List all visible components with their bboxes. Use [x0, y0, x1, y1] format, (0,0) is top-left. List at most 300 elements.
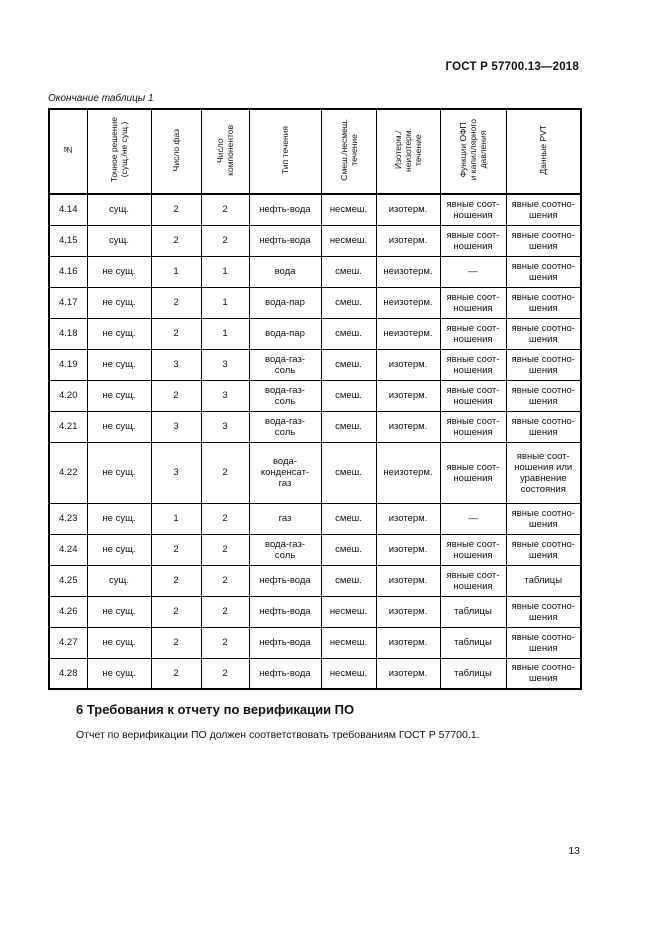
cell-flow-type	[249, 442, 321, 503]
cell-isothermal	[376, 349, 440, 380]
cell-exact-solution	[87, 411, 151, 442]
cell-component-count-text: 2	[222, 467, 228, 478]
cell-relperm-functions	[440, 411, 506, 442]
cell-exact-solution-text: не сущ.	[102, 606, 136, 617]
cell-miscibility	[321, 534, 376, 565]
cell-relperm-functions	[440, 225, 506, 256]
cell-flow-type-text: газ	[278, 513, 292, 524]
cell-relperm-functions-text: таблицы	[454, 667, 492, 679]
table-row	[49, 596, 581, 627]
cell-flow-type	[249, 225, 321, 256]
cell-phase-count	[151, 380, 201, 411]
cell-phase-count-text: 2	[173, 297, 179, 308]
cell-isothermal-text: неизотерм.	[383, 266, 433, 277]
table-row	[49, 658, 581, 689]
cell-exact-solution-text: не сущ.	[102, 637, 136, 648]
page-number: 13	[568, 845, 580, 857]
cell-miscibility-text: смеш.	[335, 513, 362, 524]
cell-flow-type	[249, 380, 321, 411]
cell-exact-solution-text: не сущ.	[102, 667, 136, 679]
cell-relperm-functions-text: —	[468, 266, 478, 277]
cell-phase-count	[151, 318, 201, 349]
section-body-text: Отчет по верификации ПО должен соответствовать требованиям ГОСТ Р 57700.1.	[76, 729, 480, 741]
cell-phase-count	[151, 534, 201, 565]
cell-component-count	[201, 380, 249, 411]
cell-miscibility-text: смеш.	[335, 297, 362, 308]
cell-component-count-text: 2	[222, 513, 228, 524]
cell-isothermal	[376, 596, 440, 627]
cell-number-text: 4.18	[59, 328, 78, 339]
cell-relperm-functions-text: явные соот- ношения	[446, 353, 500, 376]
cell-relperm-functions	[440, 442, 506, 503]
cell-component-count-text: 2	[222, 235, 228, 246]
cell-relperm-functions	[440, 534, 506, 565]
section-title: 6 Требования к отчету по верификации ПО	[76, 702, 355, 717]
cell-phase-count-text: 2	[173, 328, 179, 339]
cell-relperm-functions	[440, 380, 506, 411]
cell-relperm-functions-text: явные соот- ношения	[446, 461, 500, 484]
column-header-component-count: Число компонентов	[201, 109, 249, 194]
document-code-header: ГОСТ Р 57700.13—2018	[445, 61, 579, 73]
cell-number-text: 4.23	[59, 513, 78, 524]
cell-flow-type	[249, 349, 321, 380]
cell-flow-type	[249, 596, 321, 627]
cell-relperm-functions	[440, 349, 506, 380]
cell-flow-type	[249, 503, 321, 534]
verification-tests-table	[48, 108, 582, 690]
cell-component-count-text: 2	[222, 204, 228, 216]
cell-exact-solution	[87, 534, 151, 565]
cell-isothermal	[376, 380, 440, 411]
cell-number	[49, 658, 87, 689]
cell-pvt-data	[506, 287, 581, 318]
cell-isothermal-text: неизотерм.	[383, 297, 433, 308]
cell-pvt-data-text: явные соотно- шения	[511, 384, 575, 407]
cell-miscibility-text: смеш.	[335, 544, 362, 555]
cell-phase-count	[151, 194, 201, 225]
cell-component-count	[201, 627, 249, 658]
cell-flow-type	[249, 194, 321, 225]
cell-flow-type-text: вода-газ- соль	[265, 353, 305, 376]
cell-flow-type	[249, 287, 321, 318]
cell-miscibility-text: несмеш.	[329, 637, 368, 648]
cell-isothermal	[376, 194, 440, 225]
cell-exact-solution	[87, 380, 151, 411]
cell-isothermal-text: изотерм.	[388, 513, 428, 524]
cell-flow-type-text: вода	[274, 266, 296, 277]
column-header-miscibility: Смеш./несмеш. течение	[321, 109, 376, 194]
cell-pvt-data-text: таблицы	[524, 575, 563, 586]
cell-relperm-functions	[440, 565, 506, 596]
cell-exact-solution-text: не сущ.	[102, 421, 136, 432]
cell-exact-solution-text: не сущ.	[102, 544, 136, 555]
cell-number-text: 4.27	[59, 637, 78, 648]
cell-isothermal	[376, 627, 440, 658]
cell-miscibility	[321, 503, 376, 534]
cell-isothermal-text: неизотерм.	[383, 328, 433, 339]
cell-flow-type	[249, 565, 321, 596]
cell-phase-count-text: 1	[173, 266, 179, 277]
cell-isothermal-text: неизотерм.	[383, 467, 433, 478]
cell-relperm-functions	[440, 596, 506, 627]
cell-miscibility-text: несмеш.	[329, 235, 368, 246]
cell-miscibility-text: смеш.	[335, 359, 362, 370]
cell-pvt-data	[506, 503, 581, 534]
cell-isothermal	[376, 411, 440, 442]
cell-relperm-functions	[440, 256, 506, 287]
table-caption: Окончание таблицы 1	[48, 93, 154, 104]
column-header-relperm-functions: Функции ОФП и капиллярного давления	[440, 109, 506, 194]
cell-isothermal	[376, 503, 440, 534]
cell-isothermal-text: изотерм.	[388, 606, 428, 617]
cell-miscibility	[321, 411, 376, 442]
column-header-isothermal: Изотерм./ неизотерм. течение	[376, 109, 440, 194]
cell-pvt-data-text: явные соотно- шения	[511, 600, 575, 623]
cell-phase-count-text: 2	[173, 390, 179, 401]
cell-flow-type	[249, 318, 321, 349]
cell-exact-solution	[87, 194, 151, 225]
cell-number	[49, 503, 87, 534]
cell-exact-solution-text: сущ.	[109, 235, 129, 246]
cell-flow-type-text: нефть-вода	[259, 667, 311, 679]
cell-relperm-functions	[440, 503, 506, 534]
cell-miscibility-text: несмеш.	[329, 667, 368, 679]
table-row	[49, 442, 581, 503]
cell-phase-count	[151, 225, 201, 256]
column-header-exact-solution: Точное решение (сущ./не сущ.)	[87, 109, 151, 194]
cell-component-count-text: 1	[222, 297, 228, 308]
cell-miscibility	[321, 225, 376, 256]
cell-number	[49, 349, 87, 380]
cell-phase-count-text: 2	[173, 606, 179, 617]
cell-phase-count	[151, 596, 201, 627]
cell-miscibility-text: несмеш.	[329, 606, 368, 617]
cell-pvt-data-text: явные соотно- шения	[511, 538, 575, 561]
cell-miscibility	[321, 627, 376, 658]
cell-component-count	[201, 194, 249, 225]
cell-phase-count	[151, 349, 201, 380]
table-row	[49, 194, 581, 225]
cell-number-text: 4.14	[59, 204, 78, 216]
cell-phase-count	[151, 256, 201, 287]
cell-isothermal-text: изотерм.	[388, 637, 428, 648]
cell-pvt-data	[506, 411, 581, 442]
cell-relperm-functions-text: явные соот- ношения	[446, 322, 500, 345]
cell-isothermal	[376, 287, 440, 318]
cell-number-text: 4.26	[59, 606, 78, 617]
cell-relperm-functions	[440, 658, 506, 689]
cell-miscibility-text: смеш.	[335, 575, 362, 586]
cell-relperm-functions-text: явные соот- ношения	[446, 198, 500, 221]
cell-isothermal	[376, 565, 440, 596]
cell-flow-type-text: нефть-вода	[259, 606, 311, 617]
cell-flow-type-text: вода-газ- соль	[265, 384, 305, 407]
cell-pvt-data-text: явные соотно- шения	[511, 260, 575, 283]
cell-exact-solution	[87, 565, 151, 596]
cell-isothermal	[376, 256, 440, 287]
cell-relperm-functions-text: таблицы	[454, 606, 492, 617]
cell-flow-type	[249, 256, 321, 287]
cell-phase-count-text: 1	[173, 513, 179, 524]
cell-isothermal-text: изотерм.	[388, 421, 428, 432]
table-row	[49, 256, 581, 287]
cell-pvt-data	[506, 256, 581, 287]
cell-isothermal	[376, 225, 440, 256]
cell-component-count	[201, 534, 249, 565]
cell-number	[49, 380, 87, 411]
cell-component-count	[201, 442, 249, 503]
cell-number	[49, 287, 87, 318]
column-header-phase-count: Число фаз	[151, 109, 201, 194]
cell-phase-count	[151, 442, 201, 503]
cell-miscibility	[321, 658, 376, 689]
table-row	[49, 318, 581, 349]
cell-number	[49, 565, 87, 596]
cell-exact-solution-text: не сущ.	[102, 266, 136, 277]
table-body	[49, 194, 581, 689]
cell-phase-count	[151, 627, 201, 658]
cell-relperm-functions	[440, 318, 506, 349]
cell-component-count	[201, 658, 249, 689]
cell-miscibility	[321, 287, 376, 318]
cell-relperm-functions	[440, 194, 506, 225]
cell-isothermal-text: изотерм.	[388, 235, 428, 246]
cell-component-count	[201, 287, 249, 318]
cell-phase-count	[151, 411, 201, 442]
cell-phase-count-text: 3	[173, 359, 179, 370]
cell-exact-solution-text: сущ.	[109, 575, 129, 586]
cell-pvt-data	[506, 658, 581, 689]
cell-number	[49, 411, 87, 442]
cell-phase-count-text: 2	[173, 667, 179, 679]
cell-number	[49, 596, 87, 627]
cell-component-count-text: 3	[222, 421, 228, 432]
cell-number	[49, 225, 87, 256]
cell-component-count-text: 2	[222, 606, 228, 617]
cell-number-text: 4.20	[59, 390, 78, 401]
cell-number-text: 4.25	[59, 575, 78, 586]
cell-number-text: 4.28	[59, 667, 78, 679]
cell-component-count-text: 3	[222, 390, 228, 401]
cell-miscibility	[321, 349, 376, 380]
cell-phase-count-text: 2	[173, 637, 179, 648]
cell-exact-solution	[87, 287, 151, 318]
cell-relperm-functions-text: явные соот- ношения	[446, 384, 500, 407]
cell-pvt-data-text: явные соотно- шения	[511, 229, 575, 252]
cell-flow-type-text: вода-газ- соль	[265, 415, 305, 438]
table-row	[49, 503, 581, 534]
cell-number	[49, 534, 87, 565]
cell-pvt-data	[506, 596, 581, 627]
cell-exact-solution	[87, 596, 151, 627]
cell-flow-type	[249, 411, 321, 442]
cell-phase-count-text: 2	[173, 544, 179, 555]
cell-phase-count-text: 2	[173, 204, 179, 216]
cell-pvt-data	[506, 194, 581, 225]
table-row	[49, 565, 581, 596]
cell-component-count	[201, 318, 249, 349]
cell-exact-solution	[87, 627, 151, 658]
cell-component-count-text: 2	[222, 575, 228, 586]
cell-flow-type-text: вода- конденсат- газ	[260, 456, 310, 489]
table-row	[49, 225, 581, 256]
cell-flow-type-text: вода-пар	[265, 328, 305, 339]
cell-phase-count	[151, 287, 201, 318]
cell-exact-solution	[87, 503, 151, 534]
cell-exact-solution-text: сущ.	[109, 204, 129, 216]
table-row	[49, 349, 581, 380]
cell-flow-type-text: вода-газ- соль	[265, 538, 305, 561]
cell-phase-count	[151, 503, 201, 534]
cell-component-count-text: 2	[222, 667, 228, 679]
cell-relperm-functions-text: явные соот- ношения	[446, 415, 500, 438]
cell-number	[49, 442, 87, 503]
cell-phase-count-text: 2	[173, 575, 179, 586]
cell-flow-type-text: нефть-вода	[259, 637, 311, 648]
cell-exact-solution	[87, 225, 151, 256]
cell-component-count	[201, 256, 249, 287]
cell-pvt-data	[506, 380, 581, 411]
table-row	[49, 287, 581, 318]
cell-number-text: 4.17	[59, 297, 78, 308]
cell-phase-count	[151, 658, 201, 689]
cell-pvt-data-text: явные соотно- шения	[511, 415, 575, 438]
cell-exact-solution	[87, 349, 151, 380]
cell-component-count	[201, 565, 249, 596]
cell-component-count-text: 1	[222, 266, 228, 277]
cell-phase-count-text: 3	[173, 421, 179, 432]
cell-isothermal-text: изотерм.	[388, 390, 428, 401]
cell-pvt-data	[506, 318, 581, 349]
cell-miscibility	[321, 565, 376, 596]
cell-isothermal-text: изотерм.	[388, 204, 428, 216]
cell-pvt-data-text: явные соотно- шения	[511, 198, 575, 221]
cell-number-text: 4.19	[59, 359, 78, 370]
cell-exact-solution	[87, 256, 151, 287]
cell-component-count	[201, 225, 249, 256]
cell-phase-count	[151, 565, 201, 596]
cell-component-count	[201, 411, 249, 442]
cell-miscibility-text: несмеш.	[329, 204, 368, 216]
cell-relperm-functions	[440, 627, 506, 658]
cell-number-text: 4.21	[59, 421, 78, 432]
cell-component-count	[201, 349, 249, 380]
cell-miscibility	[321, 318, 376, 349]
cell-number-text: 4.15	[59, 235, 78, 246]
cell-component-count-text: 2	[222, 637, 228, 648]
table-row	[49, 380, 581, 411]
cell-exact-solution-text: не сущ.	[102, 513, 136, 524]
cell-exact-solution-text: не сущ.	[102, 359, 136, 370]
cell-flow-type-text: вода-пар	[265, 297, 305, 308]
cell-exact-solution-text: не сущ.	[102, 390, 136, 401]
cell-isothermal-text: изотерм.	[388, 667, 428, 679]
cell-component-count	[201, 503, 249, 534]
cell-exact-solution	[87, 442, 151, 503]
cell-isothermal	[376, 442, 440, 503]
cell-miscibility	[321, 442, 376, 503]
column-header-pvt-data: Данные PVT	[506, 109, 581, 194]
cell-isothermal	[376, 318, 440, 349]
cell-exact-solution-text: не сущ.	[102, 297, 136, 308]
cell-pvt-data-text: явные соотно- шения	[511, 291, 575, 314]
cell-pvt-data	[506, 565, 581, 596]
cell-miscibility	[321, 380, 376, 411]
cell-component-count-text: 3	[222, 359, 228, 370]
cell-flow-type-text: нефть-вода	[259, 575, 311, 586]
cell-component-count	[201, 596, 249, 627]
cell-flow-type	[249, 658, 321, 689]
cell-number-text: 4.16	[59, 266, 78, 277]
cell-flow-type	[249, 627, 321, 658]
cell-pvt-data-text: явные соотно- шения	[511, 322, 575, 345]
cell-pvt-data	[506, 349, 581, 380]
cell-number	[49, 256, 87, 287]
cell-isothermal-text: изотерм.	[388, 359, 428, 370]
table-row	[49, 534, 581, 565]
cell-isothermal-text: изотерм.	[388, 544, 428, 555]
table-header-row	[49, 109, 581, 194]
cell-number	[49, 194, 87, 225]
cell-pvt-data-text: явные соотно- шения	[511, 631, 575, 654]
cell-miscibility-text: смеш.	[335, 421, 362, 432]
cell-miscibility-text: смеш.	[335, 266, 362, 277]
cell-exact-solution	[87, 658, 151, 689]
cell-isothermal-text: изотерм.	[388, 575, 428, 586]
cell-relperm-functions-text: явные соот- ношения	[446, 229, 500, 252]
cell-pvt-data-text: явные соотно- шения	[511, 507, 575, 530]
cell-pvt-data	[506, 627, 581, 658]
cell-number	[49, 318, 87, 349]
column-header-flow-type: Тип течения	[249, 109, 321, 194]
cell-component-count-text: 2	[222, 544, 228, 555]
cell-relperm-functions	[440, 287, 506, 318]
cell-pvt-data-text: явные соотно- шения	[511, 353, 575, 376]
cell-flow-type-text: нефть-вода	[259, 235, 311, 246]
cell-relperm-functions-text: —	[468, 513, 478, 524]
cell-miscibility-text: смеш.	[335, 467, 362, 478]
cell-miscibility-text: смеш.	[335, 328, 362, 339]
cell-pvt-data	[506, 225, 581, 256]
cell-flow-type-text: нефть-вода	[259, 204, 311, 216]
cell-miscibility-text: смеш.	[335, 390, 362, 401]
cell-pvt-data	[506, 534, 581, 565]
cell-miscibility	[321, 256, 376, 287]
cell-relperm-functions-text: явные соот- ношения	[446, 538, 500, 561]
cell-relperm-functions-text: таблицы	[454, 637, 492, 648]
cell-pvt-data	[506, 442, 581, 503]
cell-relperm-functions-text: явные соот- ношения	[446, 569, 500, 592]
table-row	[49, 411, 581, 442]
cell-pvt-data-text: явные соот- ношения или уравнение состояния	[514, 450, 573, 495]
cell-flow-type	[249, 534, 321, 565]
cell-miscibility	[321, 596, 376, 627]
cell-phase-count-text: 2	[173, 235, 179, 246]
cell-isothermal	[376, 534, 440, 565]
cell-number	[49, 627, 87, 658]
cell-exact-solution-text: не сущ.	[102, 467, 136, 478]
cell-number-text: 4.22	[59, 467, 78, 478]
column-header-number: №	[49, 109, 87, 194]
cell-exact-solution-text: не сущ.	[102, 328, 136, 339]
cell-exact-solution	[87, 318, 151, 349]
cell-number-text: 4.24	[59, 544, 78, 555]
cell-isothermal	[376, 658, 440, 689]
cell-pvt-data-text: явные соотно- шения	[511, 662, 575, 685]
cell-relperm-functions-text: явные соот- ношения	[446, 291, 500, 314]
table-row	[49, 627, 581, 658]
cell-phase-count-text: 3	[173, 467, 179, 478]
